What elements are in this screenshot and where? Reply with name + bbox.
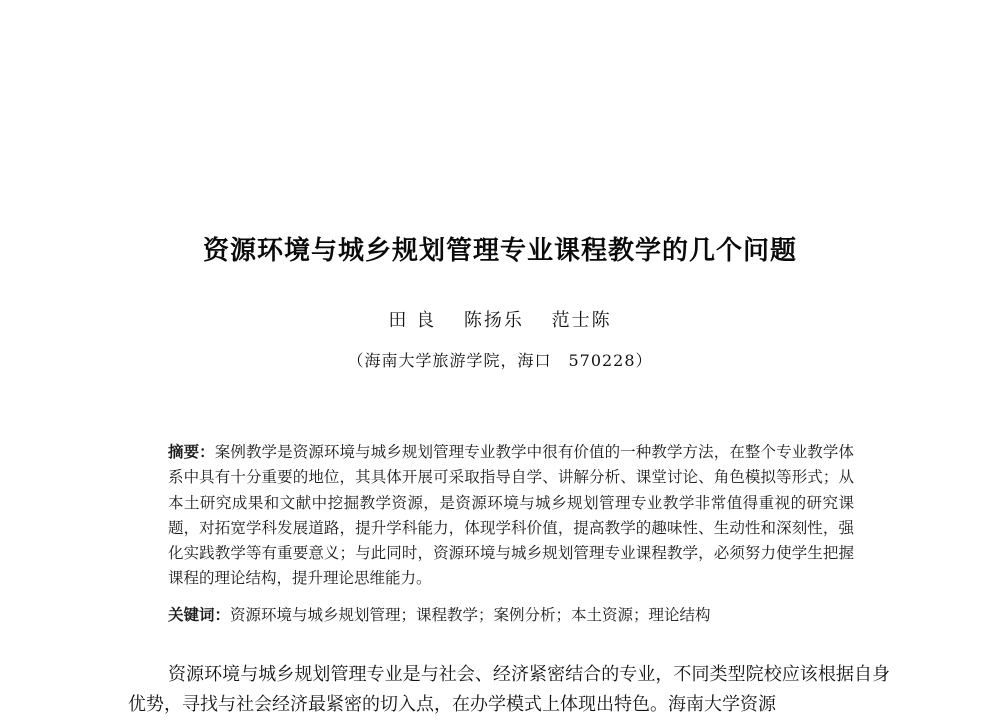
author-affiliation: （海南大学旅游学院，海口 570228） [347, 351, 653, 370]
abstract-text: 案例教学是资源环境与城乡规划管理专业教学中很有价值的一种教学方法，在整个专业教学体系中具有十分重要的地位，其具体开展可采取指导自学、讲解分析、课堂讨论、角色模拟等形式；从本土研究成果和文献中挖掘教学资源，是资源环境与城乡规划管理专业教学非常值得重视的研究课题，对拓宽学科发展道路，提升学科能力，体现学科价值，提高教学的趣味性、生动性和深刻性，强化实践教学等有重要意义；与此同时，资源环境与城乡规划管理专业课程教学，必须努力使学生把握课程的理论结构，提升理论思维能力。 [168, 443, 854, 588]
author-name: 陈扬乐 [463, 310, 524, 331]
author-list [0, 306, 1000, 332]
keywords [168, 603, 854, 628]
author-name: 田 良 [388, 310, 437, 331]
abstract-label: 摘要： [168, 443, 215, 461]
keywords-text: 资源环境与城乡规划管理；课程教学；案例分析；本土资源；理论结构 [230, 606, 711, 624]
body-paragraph: 资源环境与城乡规划管理专业是与社会、经济紧密结合的专业，不同类型院校应该根据自身优势，寻找与社会经济最紧密的切入点，在办学模式上体现出特色。海南大学资源 [128, 664, 890, 715]
author-name: 范士陈 [551, 310, 612, 331]
paper-title: 资源环境与城乡规划管理专业课程教学的几个问题 [202, 236, 797, 266]
keywords-label: 关键词： [168, 606, 231, 624]
abstract [168, 440, 854, 592]
